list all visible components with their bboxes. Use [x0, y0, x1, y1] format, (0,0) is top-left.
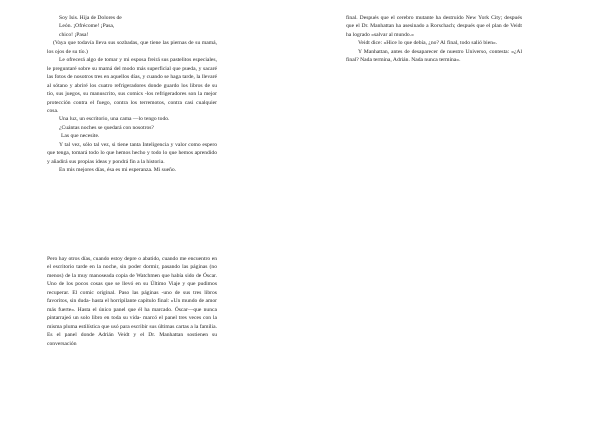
right-page-text: [346, 14, 522, 65]
paragraph: Veidt dice: «Hice lo que debía, ¿no? Al final, todo salió bien».: [358, 40, 498, 47]
paragraph: Y Manhattan, antes de desaparecer de nuestro Universo, contesta: «¿Al final? Nada termina, Adrián. Nada nunca termina».: [346, 48, 522, 64]
text-line: Soy Isis. Hija de Dolores de: [59, 15, 122, 21]
left-page-text: [47, 14, 217, 175]
paragraph: (Vaya que todavía lleva sus sozbadas, que tiene las piernas de su mamá, los ojos de su tío.): [47, 40, 217, 55]
text-line: chico! ¡Pasa!: [59, 31, 89, 38]
paragraph: Y tal vez, sólo tal vez, si tiene tanta Inteligencia y valor como espero que tenga, tomará todo lo que hemos hecho y todo lo que hemos aprendido y añadirá sus propias ideas y pondrá fin a la historia.: [47, 141, 217, 165]
text-line: En mis mejores días, ésa es mi esperanza. Mi sueño.: [59, 167, 177, 174]
text-line: León. ¡Ofrécome! ¡Pasa,: [59, 23, 115, 30]
text-line: Una luz, un escritorio, una cama —lo tengo todo.: [59, 116, 170, 123]
paragraph: Pero hay otros días, cuando estoy depre o abatido, cuando me encuentro en el escritorio tarde en la noche, sin poder dormir, pasando las páginas (no menos) de la muy manoseada copia de Watchmen que había sido de Óscar. Uno de los pocos cosas que se llevó en su Último Viaje y que pudimos recuperar. El comic original. Paso las páginas -uno de sus tres libros favoritos, sin duda- hasta el horripilante capítulo final: «Un mundo de amor más fuerte». Hasta el único panel que él ha marcado. Óscar—que nunca pintarrajeó un solo libro en toda su vida- marcó el panel tres veces con la misma pluma estilística que usó para escribir sus últimas cartas a la familia. Es el panel donde Adrián Veidt y el Dr. Manhattan sostienen su conversación: [47, 256, 217, 347]
text-line: ¿Cuántas noches se quedará con nosotros?: [59, 124, 154, 131]
paragraph: final. Después que el cerebro mutante ha destruido New York City; después que el Dr. Manhattan ha asesinado a Rorschach; después que el plan de Veidt ha logrado «salvar al mundo.»: [346, 15, 522, 38]
left-page-bottom-text: [47, 255, 217, 348]
paragraph: Le ofrecerá algo de tomar y mi esposa freirá sus pastelitos especiales, le preguntaré sobre su mamá del modo más superficial que pueda, y sacaré las fotos de nosotros tres en aquellos días, y cuando se haga tarde, la llevaré al sótano y abriré los cuatro refrigeradores donde guardo los libros de su tío, sus juegos, su manuscrito, sus comics -los refrigeradores son la mejor protección contra el fuego, contra los terremotos, contra casi cualquier cosa.: [47, 57, 217, 114]
text-line: Las que necesite.: [61, 133, 100, 140]
